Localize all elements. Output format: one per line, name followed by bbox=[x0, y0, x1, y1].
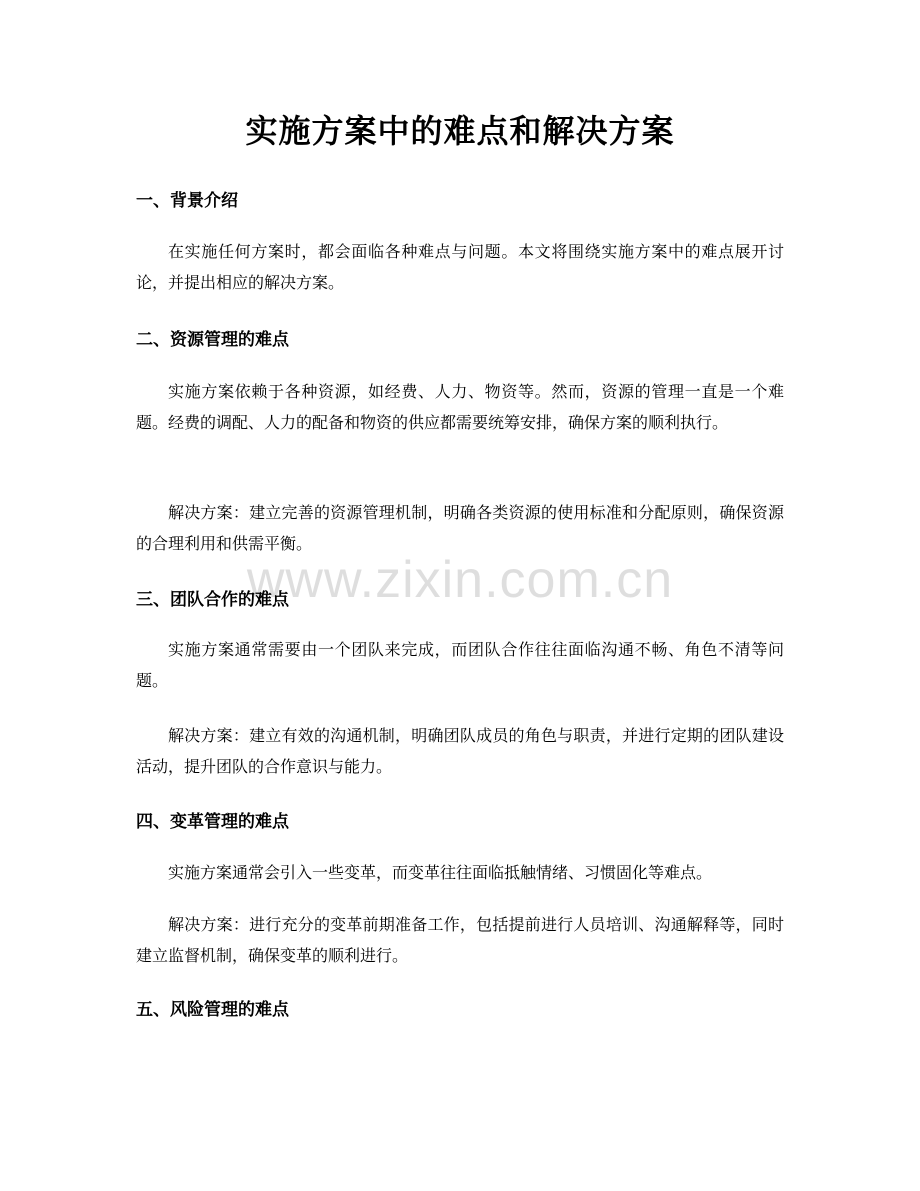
section-heading-change-management: 四、变革管理的难点 bbox=[136, 812, 289, 832]
paragraph-team-solution: 解决方案：建立有效的沟通机制，明确团队成员的角色与职责，并进行定期的团队建设活动，提升团队的合作意识与能力。 bbox=[136, 726, 784, 776]
document-title: 实施方案中的难点和解决方案 bbox=[245, 112, 675, 150]
paragraph-resource-problem: 实施方案依赖于各种资源，如经费、人力、物资等。然而，资源的管理一直是一个难题。经费的调配、人力的配备和物资的供应都需要统筹安排，确保方案的顺利执行。 bbox=[136, 382, 784, 432]
section-heading-background: 一、背景介绍 bbox=[136, 191, 238, 211]
paragraph-team-problem: 实施方案通常需要由一个团队来完成，而团队合作往往面临沟通不畅、角色不清等问题。 bbox=[136, 640, 784, 690]
section-heading-resource-management: 二、资源管理的难点 bbox=[136, 330, 289, 350]
section-heading-risk-management: 五、风险管理的难点 bbox=[136, 1000, 289, 1020]
section-heading-team-cooperation: 三、团队合作的难点 bbox=[136, 590, 289, 610]
watermark: www.zixin.com.cn bbox=[246, 551, 674, 609]
paragraph-resource-solution: 解决方案：建立完善的资源管理机制，明确各类资源的使用标准和分配原则，确保资源的合理利用和供需平衡。 bbox=[136, 503, 784, 553]
paragraph-background-intro: 在实施任何方案时，都会面临各种难点与问题。本文将围绕实施方案中的难点展开讨论，并提出相应的解决方案。 bbox=[136, 242, 784, 292]
paragraph-change-problem: 实施方案通常会引入一些变革，而变革往往面临抵触情绪、习惯固化等难点。 bbox=[168, 863, 713, 882]
paragraph-change-solution: 解决方案：进行充分的变革前期准备工作，包括提前进行人员培训、沟通解释等，同时建立监督机制，确保变革的顺利进行。 bbox=[136, 915, 784, 965]
